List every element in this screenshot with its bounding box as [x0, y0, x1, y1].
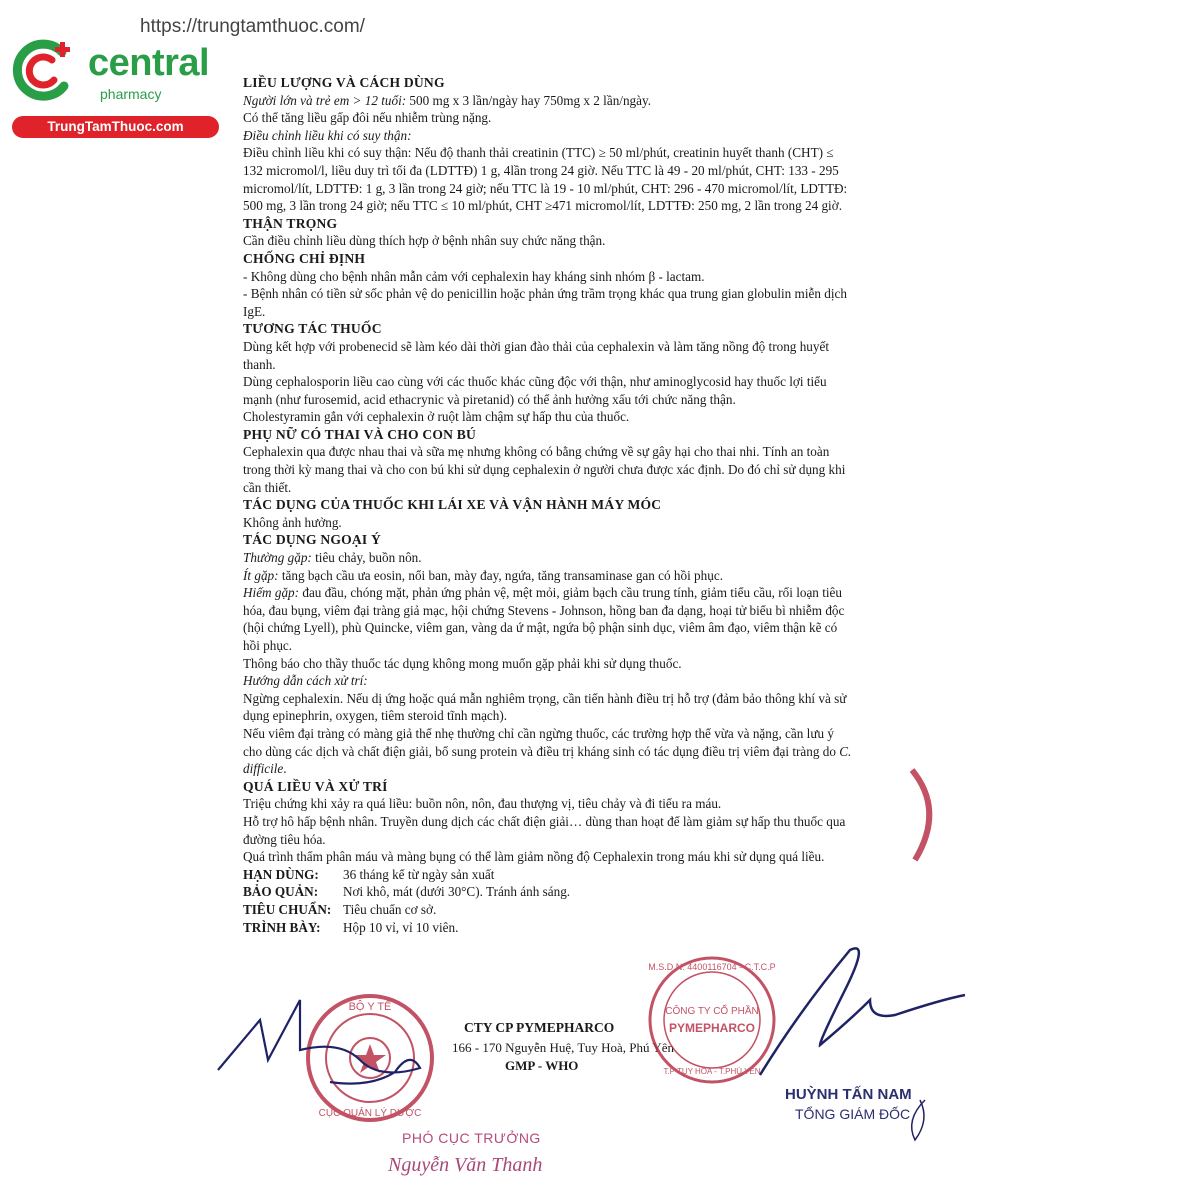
- paragraph: Hỗ trợ hô hấp bệnh nhân. Truyền dung dịch các chất điện giải… dùng than hoạt để làm giảm sự hấp thu thuốc qua đường tiêu hóa.: [243, 813, 846, 847]
- paragraph-part: C. difficile: [243, 743, 852, 777]
- paragraph: - Bệnh nhân có tiền sử sốc phản vệ do penicillin hoặc phản ứng trầm trọng khác qua trung gian globulin miễn dịch IgE.: [243, 286, 847, 319]
- paragraph: Dùng cephalosporin liều cao cùng với các thuốc khác cũng độc với thận, như aminoglycosid hay thuốc lợi tiểu mạnh (như furosemid, acid ethacrynic và piretanid) có thể ảnh hưởng xấu tới chức năng thận.: [243, 374, 827, 407]
- gmp-label: GMP - WHO: [505, 1058, 579, 1073]
- vice-director-title: PHÓ CỤC TRƯỞNG: [402, 1130, 541, 1146]
- section-heading: THẬN TRỌNG: [243, 215, 338, 231]
- director-initial: [912, 1100, 925, 1140]
- paragraph-label: Người lớn và trẻ em > 12 tuổi:: [243, 92, 407, 108]
- paragraph-part: Nếu viêm đại tràng có màng giả thể nhẹ thường chỉ cần ngừng thuốc, các trường hợp thể vừa và nặng, cần lưu ý cho dùng các dịch và chất điện giải, bổ sung protein và điều trị kháng sinh có tác dụng điều trị viêm đại tràng do: [243, 725, 840, 759]
- company-stamp-line1: CÔNG TY CỔ PHẦN: [665, 1006, 759, 1017]
- company-address: 166 - 170 Nguyễn Huệ, Tuy Hoà, Phú Yên: [452, 1040, 674, 1055]
- paragraph-text: 500 mg x 3 lần/ngày hay 750mg x 2 lần/ngày.: [406, 92, 652, 108]
- section-heading: PHỤ NỮ CÓ THAI VÀ CHO CON BÚ: [243, 426, 477, 442]
- paragraph: Triệu chứng khi xảy ra quá liều: buồn nôn, nôn, đau thượng vị, tiêu chảy và đi tiểu ra máu.: [243, 796, 722, 812]
- ministry-stamp: [308, 996, 432, 1120]
- vice-director-name: Nguyễn Văn Thanh: [388, 1154, 543, 1176]
- paragraph: Thông báo cho thầy thuốc tác dụng không mong muốn gặp phải khi sử dụng thuốc.: [243, 655, 682, 671]
- paragraph: Có thể tăng liều gấp đôi nếu nhiễm trùng nặng.: [243, 110, 492, 126]
- paragraph-text: tiêu chảy, buồn nôn.: [311, 550, 422, 566]
- paragraph-label: Ít gặp:: [243, 567, 279, 583]
- paragraph: Cholestyramin gắn với cephalexin ở ruột làm chậm sự hấp thu của thuốc.: [243, 409, 630, 425]
- section-heading: TÁC DỤNG CỦA THUỐC KHI LÁI XE VÀ VẬN HÀNH MÁY MÓC: [243, 497, 662, 513]
- company-stamp: [648, 958, 775, 1082]
- section-heading: QUÁ LIỀU VÀ XỬ TRÍ: [243, 778, 388, 794]
- italic-subheading: Điều chỉnh liều khi có suy thận:: [243, 127, 412, 143]
- spec-key: TIÊU CHUẨN:: [243, 901, 332, 917]
- paragraph: Ngừng cephalexin. Nếu dị ứng hoặc quá mẫn nghiêm trọng, cần tiến hành điều trị hỗ trợ (đảm bảo thông khí và sử dụng epinephrin, oxygen, tiêm steroid tĩnh mạch).: [243, 690, 847, 724]
- spec-key: TRÌNH BÀY:: [243, 919, 321, 935]
- paragraph: Quá trình thẩm phân máu và màng bụng có thể làm giảm nồng độ Cephalexin trong máu khi sử dụng quá liều.: [243, 849, 825, 865]
- spec-key: BẢO QUẢN:: [243, 884, 319, 900]
- paragraph: Điều chỉnh liều khi có suy thận: Nếu độ thanh thải creatinin (TTC) ≥ 50 ml/phút, creatinin huyết thanh (CHT) ≤ 132 micromol/l, liều duy trì tối đa (LDTTĐ) 1 g, 4lần trong 24 giờ. Nếu TTC là 49 - 20 ml/phút, CHT: 133 - 295 micromol/lít, LDTTĐ: 1 g, 3 lần trong 24 giờ; nếu TTC là 19 - 10 ml/phút, CHT: 296 - 470 micromol/lít, LDTTĐ: 500 mg, 3 lần trong 24 giờ; nếu TTC ≤ 10 ml/phút, CHT ≥471 micromol/lít, LDTTĐ: 250 mg, 2 lần trong 24 giờ.: [243, 145, 848, 214]
- ministry-stamp-bottom: CỤC QUẢN LÝ DƯỢC: [318, 1108, 422, 1119]
- spec-value: 36 tháng kể từ ngày sản xuất: [343, 866, 495, 882]
- section-heading: LIỀU LƯỢNG VÀ CÁCH DÙNG: [243, 75, 445, 90]
- paragraph: Dùng kết hợp với probenecid sẽ làm kéo dài thời gian đào thải của cephalexin và làm tăng nồng độ trong huyết thanh.: [243, 338, 829, 372]
- company-stamp-ring: M.S.D.N: 4400116704 - C.T.C.P: [648, 962, 776, 972]
- signer-name: HUỲNH TẤN NAM: [785, 1086, 912, 1103]
- logo-wordmark: central: [88, 42, 210, 84]
- paragraph: Không ảnh hưởng.: [243, 514, 342, 530]
- company-name: CTY CP PYMEPHARCO: [464, 1020, 615, 1035]
- paragraph-label: Thường gặp:: [243, 550, 312, 566]
- paragraph: - Không dùng cho bệnh nhân mẫn cảm với cephalexin hay kháng sinh nhóm β - lactam.: [243, 268, 705, 284]
- ministry-stamp-top: BỘ Y TẾ: [348, 1001, 392, 1013]
- paragraph-text: đau đầu, chóng mặt, phản ứng phản vệ, mệt mỏi, giảm bạch cầu trung tính, giảm tiểu cầu, rối loạn tiêu hóa, đau bụng, viêm đại tràng giả mạc, hội chứng Stevens - Johnson, hồng ban đa dạng, hoại tử biểu bì nhiễm độc (hội chứng Lyell), phù Quincke, viêm gan, vàng da ứ mật, ngứa bộ phận sinh dục, viêm âm đạo, viêm thận kẽ có hồi phục.: [243, 585, 845, 653]
- logo-site-bar: TrungTamThuoc.com: [12, 116, 219, 138]
- paragraph: Cephalexin qua được nhau thai và sữa mẹ nhưng không có bằng chứng về sự gây hại cho thai nhi. Tính an toàn trong thời kỳ mang thai và cho con bú khi sử dụng cephalexin ở người chưa được xác định. Do đó chỉ sử dụng khi cần thiết.: [243, 444, 846, 495]
- logo-subtitle: pharmacy: [100, 86, 162, 102]
- company-stamp-line2: PYMEPHARCO: [668, 1021, 756, 1035]
- paragraph-label: Hiếm gặp:: [243, 585, 300, 601]
- spec-value: Nơi khô, mát (dưới 30°C). Tránh ánh sáng.: [343, 884, 571, 900]
- source-url[interactable]: https://trungtamthuoc.com/: [140, 16, 365, 37]
- paragraph: Cần điều chỉnh liều dùng thích hợp ở bệnh nhân suy chức năng thận.: [243, 233, 606, 249]
- paragraph-text: tăng bạch cầu ưa eosin, nổi ban, mày đay, ngứa, tăng transaminase gan có hồi phục.: [278, 567, 723, 583]
- spec-value: Tiêu chuẩn cơ sở.: [343, 901, 437, 917]
- italic-subheading: Hướng dẫn cách xử trí:: [243, 673, 368, 689]
- section-heading: TƯƠNG TÁC THUỐC: [243, 321, 382, 337]
- section-heading: CHỐNG CHỈ ĐỊNH: [243, 250, 366, 266]
- company-stamp-bottom: T.P TUY HÒA - T.PHÚ YÊN: [663, 1067, 761, 1076]
- director-signature: [760, 948, 965, 1075]
- paragraph-part: .: [283, 761, 287, 777]
- spec-value: Hộp 10 vỉ, vỉ 10 viên.: [343, 919, 459, 935]
- section-heading: TÁC DỤNG NGOẠI Ý: [243, 532, 382, 548]
- spec-key: HẠN DÙNG:: [243, 866, 319, 882]
- signer-title: TỔNG GIÁM ĐỐC: [795, 1106, 911, 1122]
- edge-stamp-fragment: [912, 770, 929, 860]
